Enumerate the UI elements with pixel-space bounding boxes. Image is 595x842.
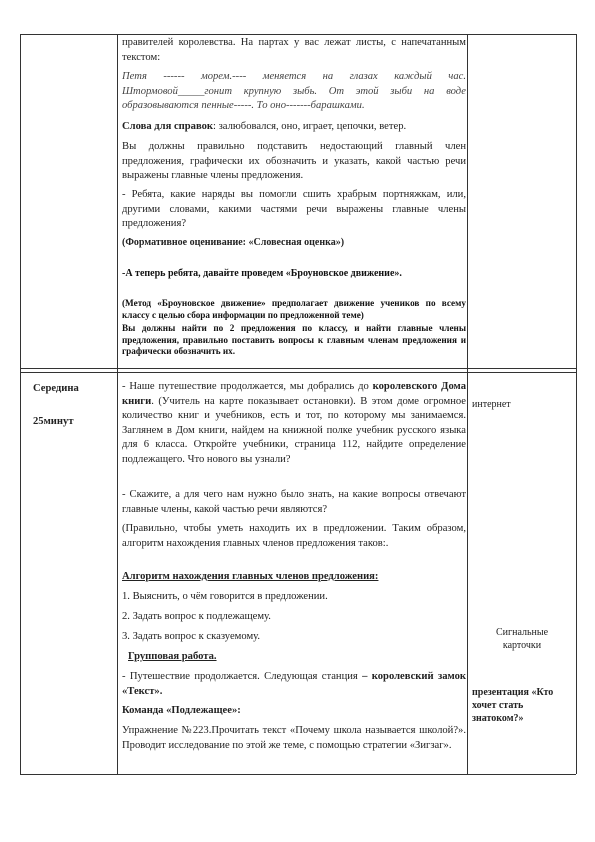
- brownian-motion-intro: -А теперь ребята, давайте проведем «Броуновское движение».: [122, 268, 402, 279]
- algorithm-intro: (Правильно, чтобы уметь находить их в предложении. Таким образом, алгоритм нахождения главных членов предложения таков:.: [122, 523, 466, 549]
- time-label: 25минут: [33, 416, 74, 427]
- question-parts-of-speech: - Ребята, какие наряды вы помогли сшить храбрым портняжкам, или, другими словами, какими частями речи выражены главные члены предложения?: [122, 189, 466, 230]
- team-title: Команда «Подлежащее»:: [122, 705, 241, 716]
- table-right-border: [576, 34, 577, 774]
- formative-assessment: (Формативное оценивание: «Словесная оценка»): [122, 237, 345, 248]
- row-divider-2: [20, 372, 576, 373]
- resource-internet: интернет: [472, 399, 511, 410]
- exercise-text: Петя ------ морем.---- меняется на глазах каждый час. Штормовой_____гонит крупную зыбь. От этой зыби на воде образовываются пенные-----. То оно-------барашками.: [122, 71, 466, 112]
- group-work-title: Групповая работа.: [128, 651, 217, 662]
- brownian-task: Вы должны найти по 2 предложения по классу, и найти главные члены предложения, правильно поставить вопросы к главным членам предложения и графически обозначить их.: [122, 323, 466, 357]
- table-left-border: [20, 34, 21, 774]
- paragraph-intro: правителей королевства. На партах у вас лежат листы, с напечатанным текстом:: [122, 37, 466, 63]
- stage-label: Середина: [33, 383, 79, 394]
- house-of-books-rest: . (Учитель на карте показывает остановки). В этом доме огромное количество книг и учебников, есть и тот, по которому мы занимаемся. Заглянем в Дом книги, найдем на книжной полке учебник русского языка для 6 класса. Откройте учебники, страница 112, найдите определение подлежащего. Что нового вы узнали?: [122, 395, 466, 465]
- resource-presentation: презентация «Кто хочет стать знатоком?»: [472, 687, 554, 724]
- lesson-content-top: [122, 36, 466, 366]
- reference-words-label: Слова для справок: [122, 121, 214, 132]
- question-why-know: - Скажите, а для чего нам нужно было знать, на какие вопросы отвечают главные члены, какой частью речи являются?: [122, 489, 466, 515]
- row-divider: [20, 368, 576, 369]
- exercise-223: Упражнение №223.Прочитать текст «Почему школа называется школой?». Проводит исследование по этой же теме, с помощью стратегии «Зигзаг».: [122, 725, 466, 751]
- lesson-content-middle: [122, 376, 466, 772]
- journey-station: – королевский замок «Текст».: [122, 671, 466, 697]
- task-instruction: Вы должны правильно подставить недостающий главный член предложения, графически их обозначить и указать, какой частью речи выражены главные члены предложения.: [122, 141, 466, 182]
- algorithm-step-3: 3. Задать вопрос к сказуемому.: [122, 631, 261, 642]
- algorithm-title: Алгоритм нахождения главных членов предложения:: [122, 571, 379, 582]
- house-of-books-intro: - Наше путешествие продолжается, мы добрались до: [122, 381, 373, 392]
- resource-signal-cards: Сигнальные карточки: [495, 627, 549, 651]
- house-of-books-bold: королевского Дома книги: [122, 381, 466, 407]
- table-bottom-border: [20, 774, 576, 775]
- table-top-border: [20, 34, 576, 35]
- column-divider-1: [117, 34, 118, 774]
- reference-words: [122, 120, 466, 135]
- journey-intro: - Путешествие продолжается. Следующая станция: [122, 671, 363, 682]
- journey-continues: [122, 670, 466, 699]
- group-work-title-wrap: [122, 650, 466, 665]
- algorithm-step-2: 2. Задать вопрос к подлежащему.: [122, 611, 271, 622]
- reference-words-list: : залюбовался, оно, играет, цепочки, ветер.: [213, 121, 407, 132]
- house-of-books-paragraph: [122, 380, 466, 468]
- column-divider-2: [467, 34, 468, 774]
- algorithm-step-1: 1. Выяснить, о чём говорится в предложении.: [122, 591, 328, 602]
- brownian-method-note: (Метод «Броуновское движение» предполагает движение учеников по всему классу с целью сбора информации по предложенной теме): [122, 298, 466, 320]
